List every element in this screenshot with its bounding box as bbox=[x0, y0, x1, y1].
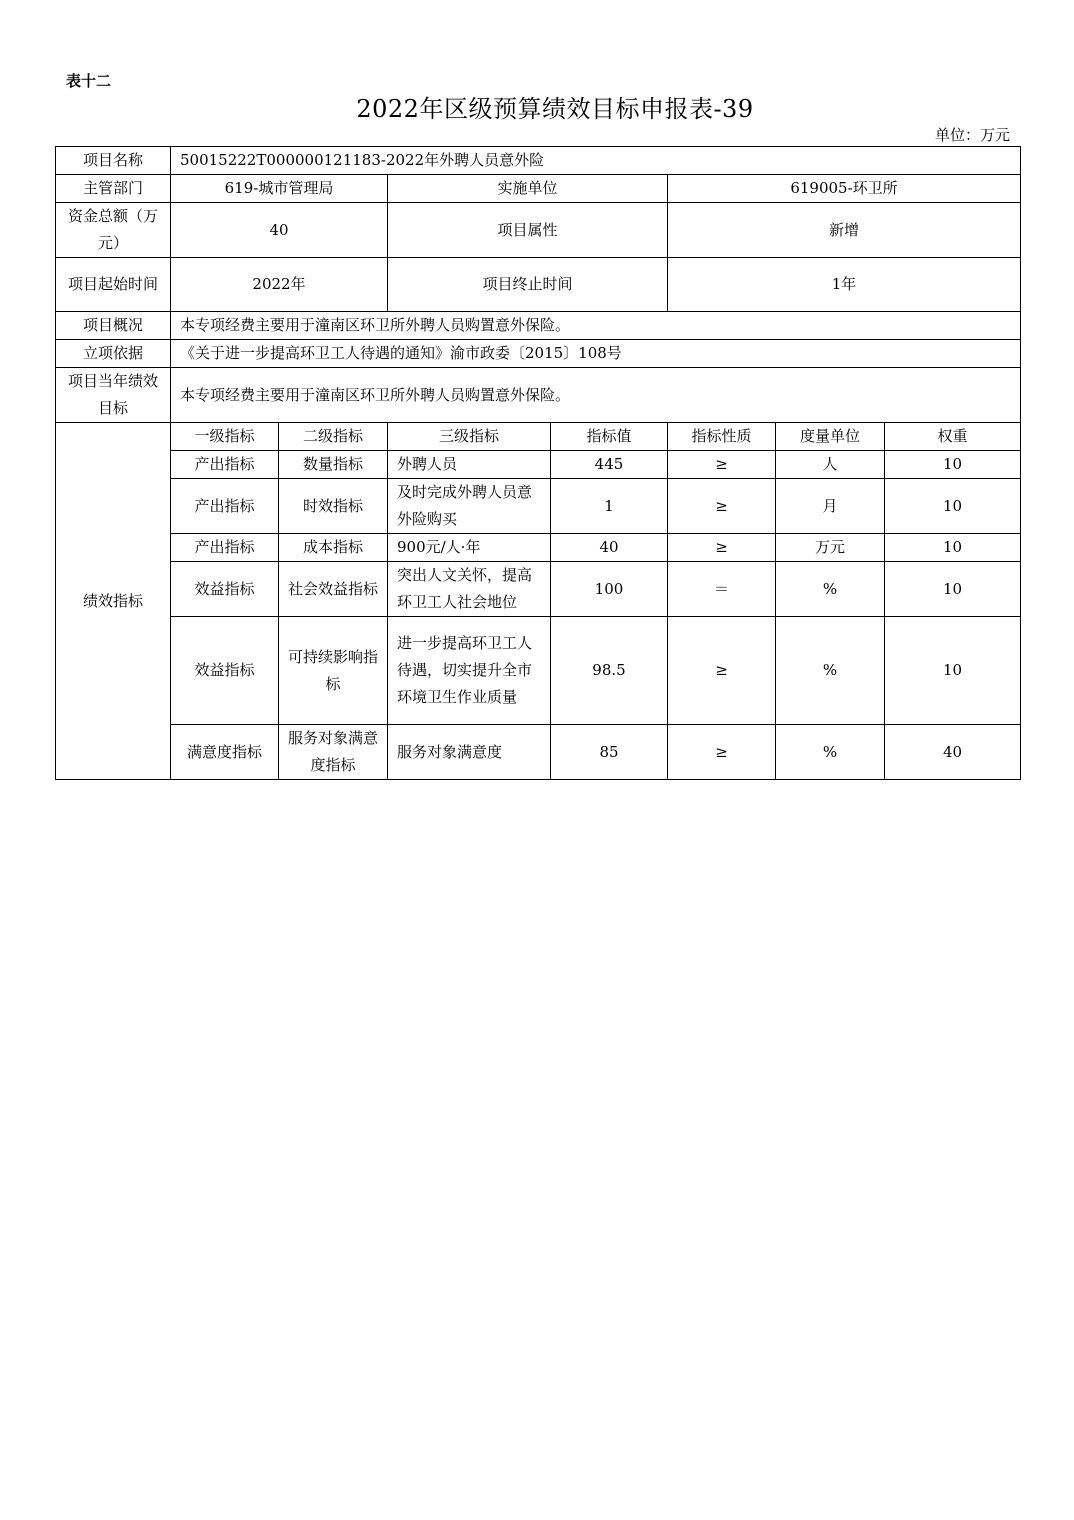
row-basis bbox=[56, 340, 1021, 368]
cell-weight: 10 bbox=[885, 617, 1021, 725]
cell-value: 本专项经费主要用于潼南区环卫所外聘人员购置意外保险。 bbox=[171, 312, 1021, 340]
cell-level2: 数量指标 bbox=[279, 451, 388, 479]
column-header: 一级指标 bbox=[171, 423, 279, 451]
budget-performance-table bbox=[55, 146, 1021, 780]
table-row bbox=[56, 451, 1021, 479]
cell-value: 40 bbox=[171, 203, 388, 258]
column-header: 三级指标 bbox=[388, 423, 551, 451]
cell-level3: 进一步提高环卫工人待遇，切实提升全市环境卫生作业质量 bbox=[388, 617, 551, 725]
cell-label: 项目名称 bbox=[56, 147, 171, 175]
row-funding bbox=[56, 203, 1021, 258]
cell-level3: 外聘人员 bbox=[388, 451, 551, 479]
cell-label: 项目起始时间 bbox=[56, 258, 171, 312]
cell-value: 619-城市管理局 bbox=[171, 175, 388, 203]
cell-value: 100 bbox=[551, 562, 668, 617]
cell-value: 本专项经费主要用于潼南区环卫所外聘人员购置意外保险。 bbox=[171, 368, 1021, 423]
column-header: 指标值 bbox=[551, 423, 668, 451]
cell-label: 项目当年绩效目标 bbox=[56, 368, 171, 423]
cell-nature: ＝ bbox=[668, 562, 776, 617]
cell-label: 立项依据 bbox=[56, 340, 171, 368]
cell-value: 50015222T000000121183-2022年外聘人员意外险 bbox=[171, 147, 1021, 175]
cell-unit: % bbox=[776, 562, 885, 617]
cell-weight: 10 bbox=[885, 562, 1021, 617]
cell-weight: 10 bbox=[885, 451, 1021, 479]
cell-level2: 成本指标 bbox=[279, 534, 388, 562]
cell-label: 实施单位 bbox=[388, 175, 668, 203]
cell-label: 项目属性 bbox=[388, 203, 668, 258]
page-title: 2022年区级预算绩效目标申报表-39 bbox=[356, 95, 754, 123]
cell-value: 619005-环卫所 bbox=[668, 175, 1021, 203]
cell-level2: 社会效益指标 bbox=[279, 562, 388, 617]
cell-weight: 40 bbox=[885, 725, 1021, 780]
cell-unit: % bbox=[776, 725, 885, 780]
cell-label: 主管部门 bbox=[56, 175, 171, 203]
cell-unit: % bbox=[776, 617, 885, 725]
cell-weight: 10 bbox=[885, 534, 1021, 562]
cell-value: 40 bbox=[551, 534, 668, 562]
cell-level2: 服务对象满意度指标 bbox=[279, 725, 388, 780]
cell-section-label: 绩效指标 bbox=[56, 423, 171, 780]
cell-level3: 突出人文关怀，提高环卫工人社会地位 bbox=[388, 562, 551, 617]
cell-level1: 效益指标 bbox=[171, 562, 279, 617]
cell-unit: 人 bbox=[776, 451, 885, 479]
cell-nature: ≥ bbox=[668, 617, 776, 725]
table-row bbox=[56, 725, 1021, 780]
cell-unit: 月 bbox=[776, 479, 885, 534]
unit-label: 单位：万元 bbox=[934, 126, 1010, 144]
table-row bbox=[56, 617, 1021, 725]
cell-nature: ≥ bbox=[668, 534, 776, 562]
row-department bbox=[56, 175, 1021, 203]
cell-value: 98.5 bbox=[551, 617, 668, 725]
table-number-label: 表十二 bbox=[66, 72, 112, 90]
cell-value: 2022年 bbox=[171, 258, 388, 312]
table-row bbox=[56, 534, 1021, 562]
row-period bbox=[56, 258, 1021, 312]
cell-value: 《关于进一步提高环卫工人待遇的通知》渝市政委〔2015〕108号 bbox=[171, 340, 1021, 368]
column-header: 二级指标 bbox=[279, 423, 388, 451]
cell-level2: 时效指标 bbox=[279, 479, 388, 534]
cell-label: 项目终止时间 bbox=[388, 258, 668, 312]
table-row bbox=[56, 479, 1021, 534]
cell-label: 资金总额（万元） bbox=[56, 203, 171, 258]
cell-nature: ≥ bbox=[668, 725, 776, 780]
cell-weight: 10 bbox=[885, 479, 1021, 534]
row-project-name bbox=[56, 147, 1021, 175]
cell-level1: 满意度指标 bbox=[171, 725, 279, 780]
cell-value: 85 bbox=[551, 725, 668, 780]
cell-level3: 及时完成外聘人员意外险购买 bbox=[388, 479, 551, 534]
cell-level1: 产出指标 bbox=[171, 534, 279, 562]
table-row bbox=[56, 562, 1021, 617]
row-indicator-headers bbox=[56, 423, 1021, 451]
row-annual-goal bbox=[56, 368, 1021, 423]
column-header: 度量单位 bbox=[776, 423, 885, 451]
column-header: 权重 bbox=[885, 423, 1021, 451]
cell-level1: 产出指标 bbox=[171, 479, 279, 534]
cell-value: 1年 bbox=[668, 258, 1021, 312]
cell-value: 1 bbox=[551, 479, 668, 534]
cell-value: 新增 bbox=[668, 203, 1021, 258]
cell-level3: 900元/人·年 bbox=[388, 534, 551, 562]
cell-level2: 可持续影响指标 bbox=[279, 617, 388, 725]
row-overview bbox=[56, 312, 1021, 340]
cell-label: 项目概况 bbox=[56, 312, 171, 340]
cell-level1: 效益指标 bbox=[171, 617, 279, 725]
cell-level3: 服务对象满意度 bbox=[388, 725, 551, 780]
cell-nature: ≥ bbox=[668, 451, 776, 479]
cell-unit: 万元 bbox=[776, 534, 885, 562]
cell-nature: ≥ bbox=[668, 479, 776, 534]
column-header: 指标性质 bbox=[668, 423, 776, 451]
cell-level1: 产出指标 bbox=[171, 451, 279, 479]
cell-value: 445 bbox=[551, 451, 668, 479]
